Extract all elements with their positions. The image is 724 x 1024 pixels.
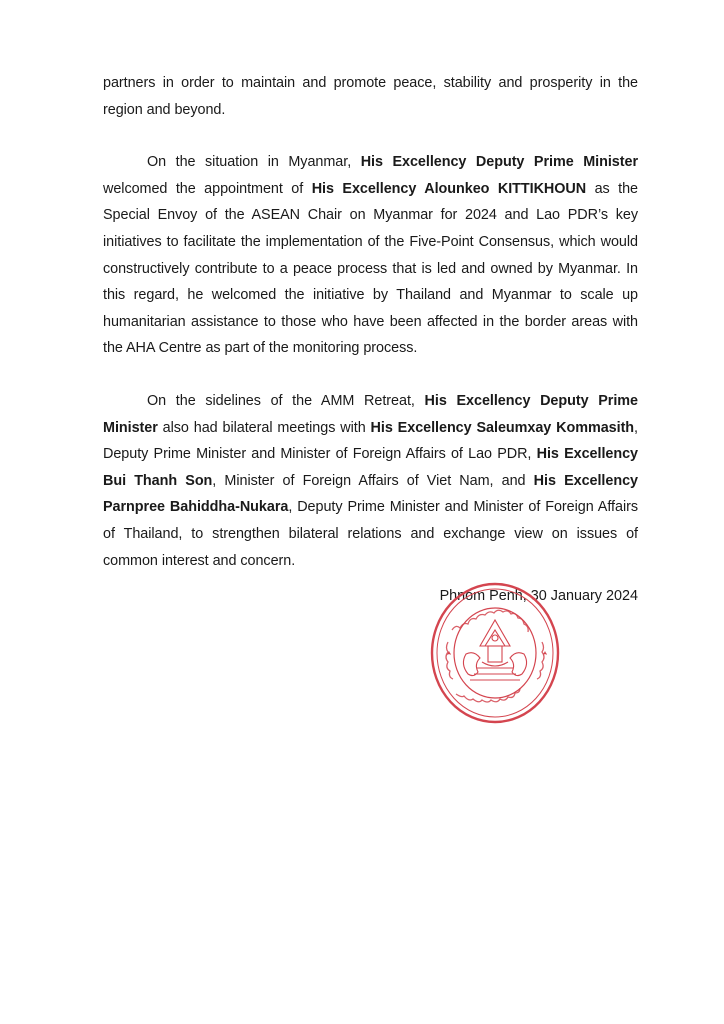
bold-name: His Excellency Deputy Prime Minister [360,154,638,171]
text-run: On the situation in Myanmar, [147,154,361,171]
bold-name: His Excellency Deputy Prime Minister [103,392,638,436]
text-run: , Deputy Prime Minister and Minister of Foreign Affairs of Thailand, to strengthen bilateral relations and exchange view on issues of common interest and concern. [103,499,638,569]
official-seal-icon [430,582,560,724]
bold-name: His Excellency Parnpree Bahiddha-Nukara [103,472,638,516]
text-run: On the sidelines of the AMM Retreat, [147,392,425,409]
bold-name: His Excellency Alounkeo KITTIKHOUN [311,180,587,197]
seal-emblem [463,620,526,680]
text-run: as the Special Envoy of the ASEAN Chair on Myanmar for 2024 and Lao PDR’s key initiatives to facilitate the implementation of the Five-Point Consensus, which would constructively contribute to a peace process that is led and owned by Myanmar. In this regard, he welcomed the initiative by Thailand and Myanmar to scale up humanitarian assistance to those who have been affected in the border areas with the AHA Centre as part of the monitoring process. [103,180,639,357]
text-run: also had bilateral meetings with [157,419,371,436]
seal-stars [447,651,547,655]
text-run: welcomed the appointment of [103,180,312,197]
bold-name: His Excellency Bui Thanh Son [103,446,639,489]
bold-name: His Excellency Saleumxay Kommasith [370,419,635,436]
document-page [103,70,638,606]
paragraph-myanmar [103,149,638,362]
paragraph-sidelines [103,388,638,574]
text-run: , Deputy Prime Minister and Minister of Foreign Affairs of Lao PDR, [103,419,638,463]
paragraph-partners: partners in order to maintain and promote peace, stability and prosperity in the region and beyond. [103,75,638,118]
place-date: Phnom Penh, 30 January 2024 [439,588,638,605]
seal-text-ring [446,610,544,702]
text-run: , Minister of Foreign Affairs of Viet Nam, and [212,472,534,489]
